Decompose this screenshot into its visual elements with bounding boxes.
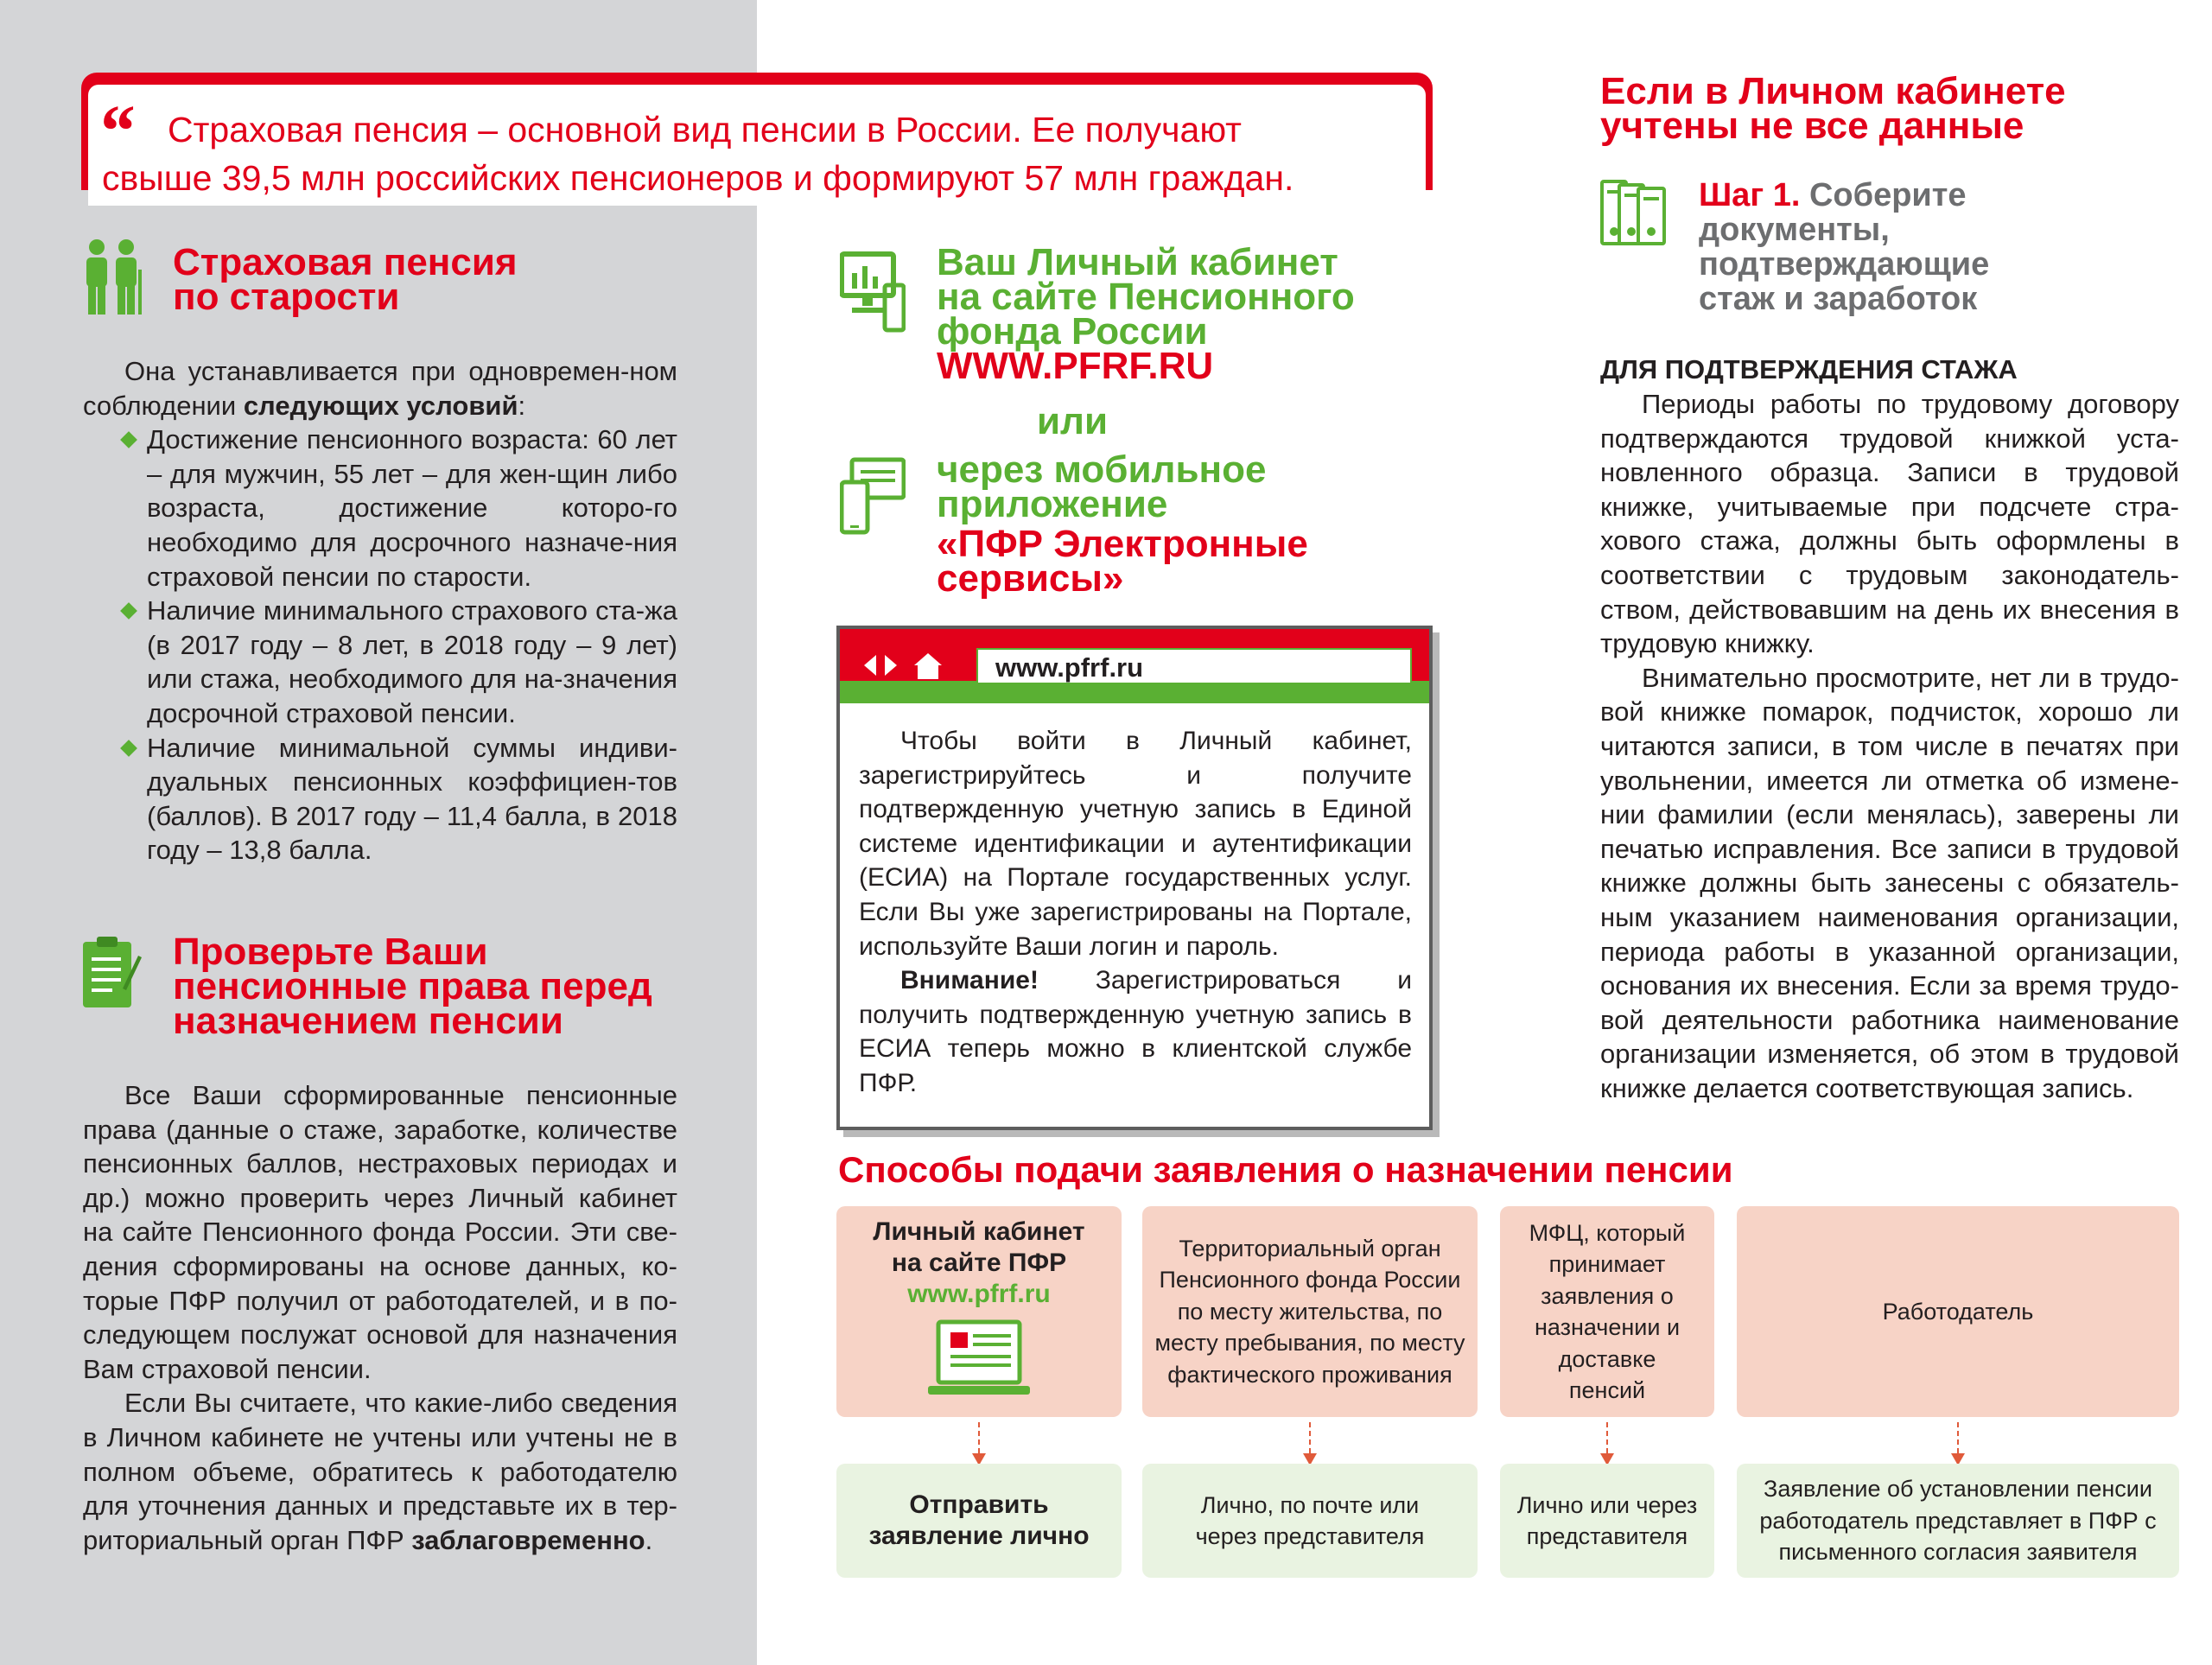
browser-content <box>859 724 1412 1101</box>
step-1: Шаг 1. Соберите документы, подтверждающие стаж и заработок <box>1699 177 1990 317</box>
old-age-title-2: по старости <box>173 276 400 318</box>
check-text <box>83 1078 677 1557</box>
address-bar[interactable] <box>976 648 1412 684</box>
check-title-1: Проверьте Ваши <box>173 931 488 973</box>
arrow-2 <box>1309 1422 1311 1453</box>
result-box-cabinet: Отправить заявление лично <box>836 1464 1122 1578</box>
method-box-territorial: Территориальный орган Пенсионного фонда России по месту жительства, по месту пребывания, по месту фактического проживания <box>1142 1206 1478 1417</box>
list-item: Достижение пенсионного возраста: 60 лет – для мужчин, 55 лет – для жен-щин либо возраста, достижение которо-го необходимо для досрочного назначе-ния страховой пенсии по старости. <box>119 423 677 594</box>
result-box-mfc: Лично или через представителя <box>1500 1464 1714 1578</box>
method-box-mfc: МФЦ, который принимает заявления о назначении и доставке пенсий <box>1500 1206 1714 1417</box>
cabinet-title-2: на сайте Пенсионного <box>937 276 1355 318</box>
laptop-icon <box>926 1319 1032 1401</box>
or-label: или <box>1037 400 1109 442</box>
back-arrow-icon[interactable] <box>864 655 876 676</box>
arrow-4 <box>1957 1422 1959 1453</box>
result-box-territorial: Лично, по почте или через представителя <box>1142 1464 1478 1578</box>
right-heading <box>1600 70 2066 147</box>
browser-nav-icons <box>862 650 957 681</box>
browser-paragraph-1: Чтобы войти в Личный кабинет, зарегистрируйтесь и получите подтвержденную учетную запись в Единой системе идентификации и аутентификации (ЕСИА) на Портале государственных услуг. Если Вы уже зарегистрированы на Портале, используйте Ваши логин и пароль. <box>859 727 1412 961</box>
cabinet-url: WWW.PFRF.RU <box>937 345 1214 387</box>
quote-text <box>102 105 1389 202</box>
old-age-heading <box>173 241 518 318</box>
method-box-cabinet <box>836 1206 1122 1417</box>
seniority-paragraph-1: Периоды работы по трудовому договору подтверждаются трудовой книжкой уста-новленного образца. Записи в трудовой книжке, учитываемые при подсчете стра-хового стажа, должны быть оформлены в соответствии с трудовым законодатель-ством, действовавшим на день их внесения в трудовую книжку. <box>1600 389 2179 659</box>
bullet-icon <box>120 602 137 620</box>
check-paragraph-2: Если Вы считаете, что какие-либо сведения в Личном кабинете не учтены или учтены не в полном объеме, обратитесь к работодателю для уточнения данных и представьте их в тер-риториальный орган ПФР заблаговременно. <box>83 1388 677 1555</box>
app-name-1: «ПФР Электронные <box>937 523 1308 565</box>
right-title-1: Если в Личном кабинете <box>1600 70 2066 112</box>
arrow-3 <box>1606 1422 1608 1453</box>
bullet-icon <box>120 740 137 757</box>
computer-icon <box>840 251 906 334</box>
mobile-heading <box>937 448 1308 600</box>
quote-mark-icon: “ <box>97 89 134 172</box>
list-item: Наличие минимального страхового ста-жа (в 2017 году – 8 лет, в 2018 году – 9 лет) или стажа, необходимого для на-значения досрочной страховой пенсии. <box>119 594 677 730</box>
check-title-3: назначением пенсии <box>173 1000 563 1042</box>
conditions-list <box>119 423 677 867</box>
folders-icon <box>1599 178 1671 247</box>
list-item: Наличие минимальной суммы индиви-дуальных пенсионных коэффициен-тов (баллов). В 2017 году – 11,4 балла, в 2018 году – 13,8 балла. <box>119 731 677 867</box>
quote-line-1: Страховая пенсия – основной вид пенсии в России. Ее получают <box>168 110 1242 149</box>
mobile-icon <box>840 456 906 537</box>
right-title-2: учтены не все данные <box>1600 105 2024 147</box>
people-icon <box>79 238 145 315</box>
method-cabinet-line-1: Личный кабинет <box>873 1217 1085 1246</box>
seniority-paragraph-2: Внимательно просмотрите, нет ли в трудо-вой книжке помарок, подчисток, хорошо ли читаются записи, в том числе в печатях при увольнении, имеется ли отметка об измене-нии фамилии (если менялась), заверены ли печатью исправления. Все записи в трудовой книжке должны быть занесены с обязатель-ным указанием наименования организации, периода работы в указанной организации, основания их внесения. Если за время трудо-вой деятельности работника наименование организации изменяется, об этом в трудовой книжке делается соответствующая запись. <box>1600 662 2179 1103</box>
method-box-employer: Работодатель <box>1737 1206 2179 1417</box>
checklist-icon <box>79 935 142 1009</box>
cabinet-heading <box>937 241 1355 387</box>
mobile-title-1: через мобильное <box>937 448 1267 491</box>
mobile-title-2: приложение <box>937 483 1168 525</box>
browser-paragraph-2: Внимание! Зарегистрироваться и получить подтвержденную учетную запись в ЕСИА теперь можно в клиентской службе ПФР. <box>859 966 1412 1097</box>
browser-window <box>836 626 1433 1130</box>
method-cabinet-url: www.pfrf.ru <box>907 1280 1051 1308</box>
check-heading <box>173 931 652 1042</box>
method-cabinet-line-2: на сайте ПФР <box>891 1249 1067 1277</box>
address-text: www.pfrf.ru <box>995 652 1144 683</box>
seniority-heading: ДЛЯ ПОДТВЕРЖДЕНИЯ СТАЖА <box>1600 354 2018 384</box>
home-icon[interactable] <box>914 653 942 679</box>
arrow-1 <box>978 1422 980 1453</box>
old-age-title-1: Страховая пенсия <box>173 241 518 283</box>
app-name-2: сервисы» <box>937 557 1124 600</box>
browser-nav <box>862 650 957 689</box>
cabinet-title-3: фонда России <box>937 310 1208 353</box>
forward-arrow-icon[interactable] <box>885 655 897 676</box>
seniority-text <box>1600 387 2179 1105</box>
cabinet-title-1: Ваш Личный кабинет <box>937 241 1338 283</box>
old-age-text <box>83 354 677 867</box>
check-paragraph-1: Все Ваши сформированные пенсионные права (данные о стаже, заработке, количестве пенсионных баллов, нестраховых периодах и др.) можно проверить через Личный кабинет на сайте Пенсионного фонда России. Эти све-дения сформированы на основе данных, ко-торые ПФР получил от работодателей, и в по-следующем послужат основой для назначения Вам страховой пенсии. <box>83 1080 677 1384</box>
quote-line-2: свыше 39,5 млн российских пенсионеров и формируют 57 млн граждан. <box>102 158 1294 198</box>
step-label: Шаг 1. <box>1699 177 1801 213</box>
bullet-icon <box>120 431 137 448</box>
check-title-2: пенсионные права перед <box>173 965 652 1007</box>
result-box-employer: Заявление об установлении пенсии работодатель представляет в ПФР с письменного согласия заявителя <box>1737 1464 2179 1578</box>
old-age-intro: Она устанавливается при одновремен-ном соблюдении следующих условий: <box>83 356 677 421</box>
methods-heading: Способы подачи заявления о назначении пенсии <box>838 1149 1733 1190</box>
